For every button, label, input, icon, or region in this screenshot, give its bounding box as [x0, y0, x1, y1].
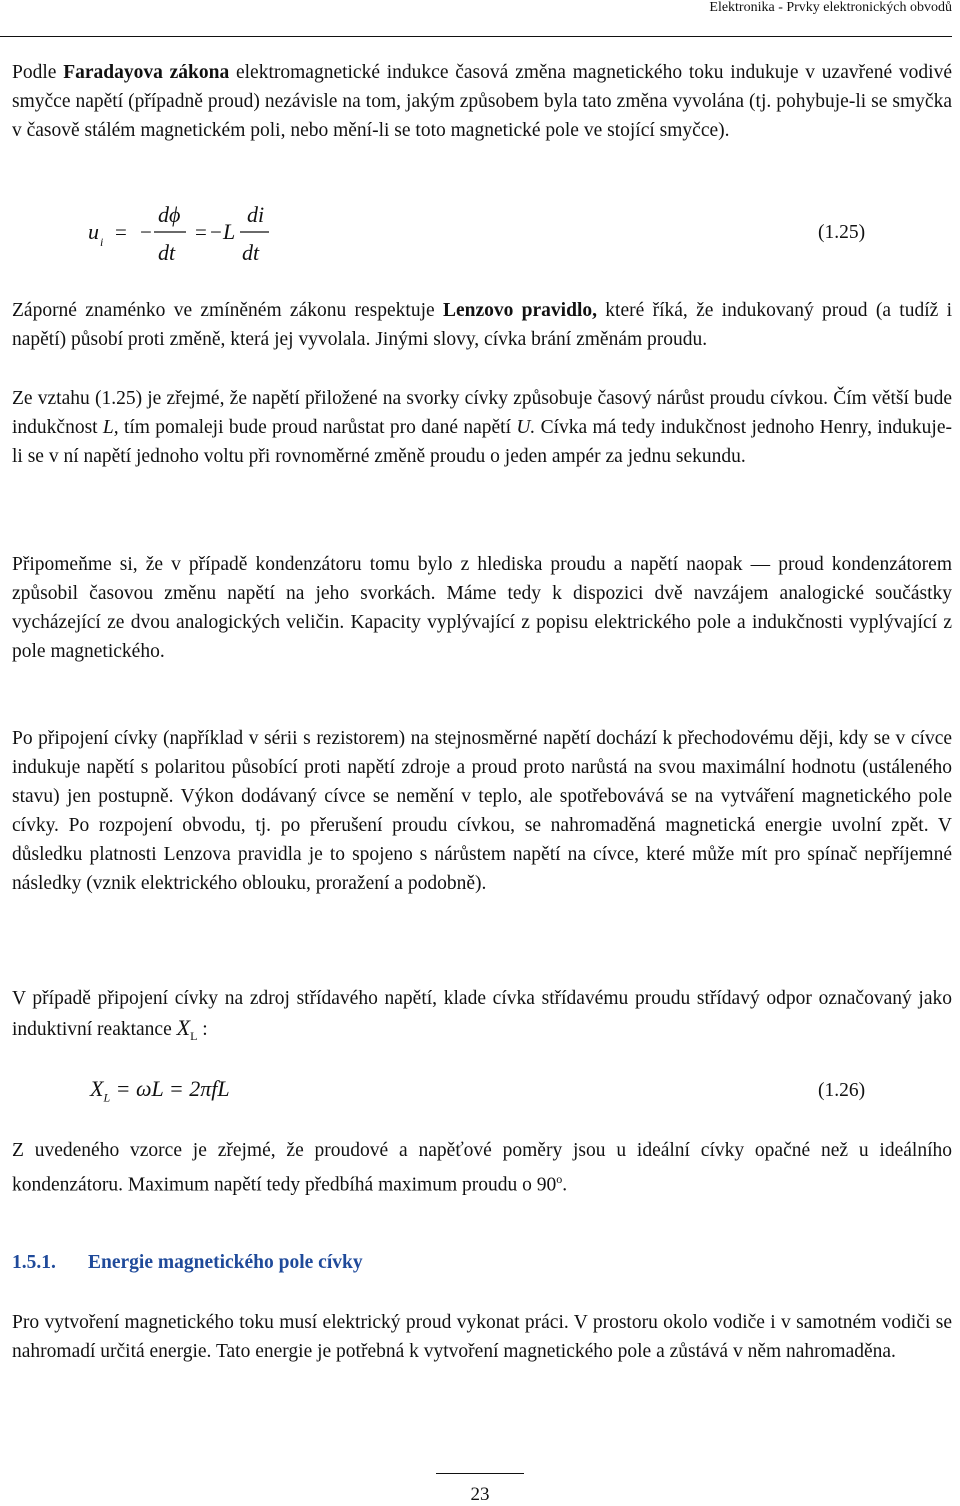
equation-number-1-25: (1.25)	[818, 222, 866, 243]
eq-equals-1: =	[115, 220, 127, 244]
eq-u: u	[88, 219, 99, 244]
eq-equals-2: =	[195, 220, 207, 244]
faraday-law-term: Faradayova zákona	[63, 62, 230, 83]
paragraph-transient: Po připojení cívky (například v sérii s rezistorem) na stejnosměrné napětí dochází k přechodovému ději, kdy se v cívce indukuje napětí s polaritou působící proti napětí zdroje a proud proto narůstá na svou maximální hodnotu (ustáleného stavu) jen postupně. Výkon dodávaný cívce se nemění v teplo, ale spotřebovává se na vytváření magnetického pole cívky. Po rozpojení obvodu, tj. po přerušení proudu cívkou, se nahromaděná magnetická energie uvolní zpět. V důsledku platnosti Lenzova pravidla je to spojeno s nárůstem napětí na cívce, které může mít pro spínač nepříjemné následky (vznik elektrického oblouku, proražení a podobně).	[12, 728, 952, 894]
p2-text-pre: Záporné znaménko ve zmíněném zákonu respektuje	[12, 300, 443, 321]
p3-text-c: Cívka má tedy indukčnost jednoho Henry, indukuje-li se v ní napětí jednoho voltu při rovnoměrné změně proudu o jeden ampér za jednu sekundu.	[12, 417, 953, 467]
eq-i-subscript: i	[100, 235, 104, 249]
lenz-rule-term: Lenzovo pravidlo,	[442, 300, 597, 321]
section-number: 1.5.1.	[12, 1252, 56, 1273]
equation-1-26	[90, 1076, 230, 1105]
footer-rule	[436, 1473, 524, 1474]
eq-minus-1: −	[140, 220, 152, 244]
eq-di: di	[247, 202, 265, 227]
p7-end: .	[562, 1174, 568, 1196]
paragraph-reactance	[12, 984, 952, 1051]
p1-text-post: elektromagnetické indukce časová změna magnetického toku indukuje v uzavřené vodivé smyčce napětí (případně proud) nezávisle na tom, jakým způsobem byla tato změna vyvolána (tj. pohybuje-li se smyčka v časově stálém magnetickém poli, nebo mění-li se toto magnetické pole ve stojící smyčce).	[12, 62, 952, 141]
paragraph-energy: Pro vytvoření magnetického toku musí elektrický proud vykonat práci. V prostoru okolo vodiče i v samotném vodiči se nahromadí určitá energie. Tato energie je potřebná k vytvoření magnetického pole a zůstává v něm nahromaděna.	[12, 1312, 952, 1362]
degree-sup: o	[556, 1172, 563, 1186]
p3-text-b: tím pomaleji bude proud narůstat pro dané napětí	[118, 417, 517, 438]
equation-1-25	[80, 196, 300, 268]
eq-L: L	[223, 219, 236, 244]
p6-colon: :	[197, 1019, 208, 1040]
header-rule	[0, 36, 952, 37]
header-title: Elektronika - Prvky elektronických obvodů	[709, 0, 952, 15]
paragraph-phase	[12, 1136, 952, 1200]
symbol-X: X	[176, 1015, 191, 1040]
p2-text-post: které říká, že indukovaný proud (a tudíž i napětí) působí proti změně, která jej vyvolala. Jinými slovy, cívka brání změnám proudu.	[12, 300, 952, 350]
eq2-rest: = ωL = 2πfL	[110, 1076, 230, 1101]
p6-text: V případě připojení cívky na zdroj střídavého napětí, klade cívka střídavému proudu střídavý odpor označovaný jako induktivní reaktance	[12, 988, 952, 1040]
p1-text-pre: Podle	[12, 62, 64, 83]
symbol-X-subscript: L	[190, 1028, 198, 1043]
eq2-X: X	[90, 1076, 104, 1101]
section-heading	[12, 1252, 363, 1274]
page-header	[0, 0, 952, 38]
symbol-L: L,	[102, 417, 119, 438]
symbol-U: U.	[516, 417, 536, 438]
paragraph-capacitor-analogy: Připomeňme si, že v případě kondenzátoru tomu bylo z hlediska proudu a napětí naopak — proud kondenzátorem způsobil časovou změnu napětí na jeho svorkách. Máme tedy k dispozici dvě navzájem analogické součástky vycházející ze dvou analogických veličin. Kapacity vyplývající z popisu elektrického pole a indukčnosti vyplývající z pole magnetického.	[12, 554, 952, 662]
p7-text: Z uvedeného vzorce je zřejmé, že proudové a napěťové poměry jsou u ideální cívky opačné než u ideálního kondenzátoru. Maximum napětí tedy předbíhá maximum proudu o 90	[12, 1140, 952, 1196]
equation-number-1-26: (1.26)	[818, 1080, 866, 1101]
eq-dphi: dϕ	[158, 202, 181, 227]
eq-minus-2: −	[210, 220, 222, 244]
eq2-subscript: L	[103, 1090, 111, 1105]
paragraph-faraday	[12, 58, 952, 145]
paragraph-inductance	[12, 384, 952, 471]
page-number: 23	[470, 1484, 490, 1505]
p3-text-a: Ze vztahu (1.25) je zřejmé, že napětí přiložené na svorky cívky způsobuje časový nárůst proudu cívkou. Čím větší bude indukčnost	[12, 388, 952, 438]
paragraph-lenz	[12, 296, 952, 354]
section-title: Energie magnetického pole cívky	[88, 1252, 363, 1273]
eq-dt-1: dt	[158, 240, 176, 265]
eq-dt-2: dt	[242, 240, 260, 265]
